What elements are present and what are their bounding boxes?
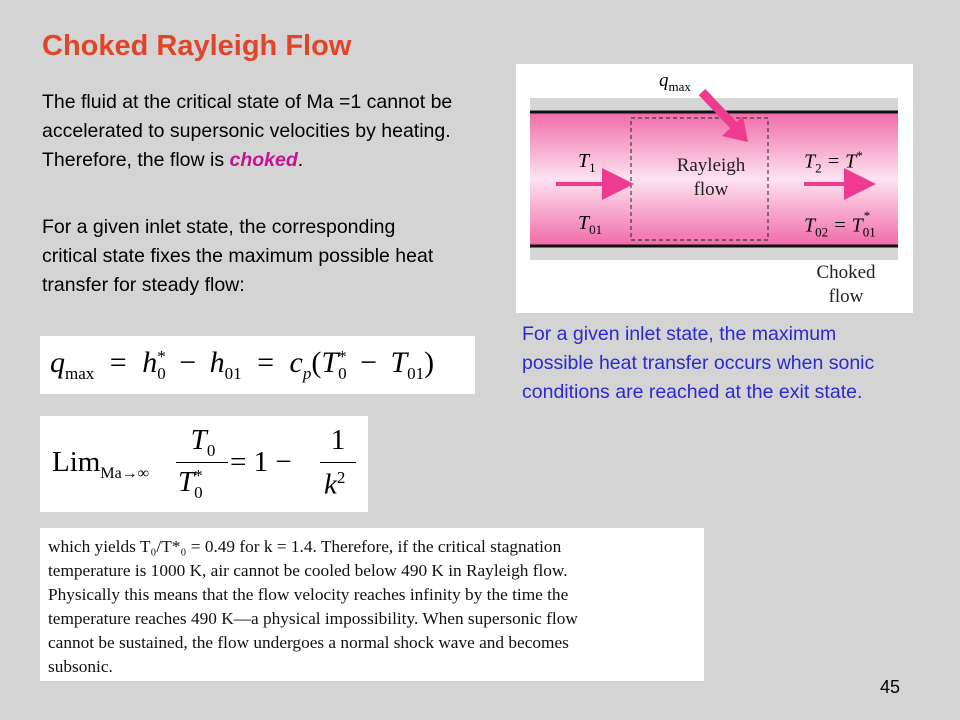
eq2-fraction-bar-2 <box>320 462 356 463</box>
eq-c-sub: p <box>302 364 312 383</box>
excerpt-line: temperature is 1000 K, air cannot be cooled below 490 K in Rayleigh flow. <box>48 561 568 580</box>
rayleigh-flow-figure <box>516 64 913 313</box>
eq2-denominator-2: $k^2$ <box>324 468 346 501</box>
equation-limit <box>40 416 368 512</box>
textbook-excerpt <box>40 528 704 681</box>
eq-c: c <box>289 346 303 379</box>
eq-q-sub: max <box>65 364 95 383</box>
eq-minus-2: − <box>360 346 377 379</box>
eq-rparen: ) <box>424 346 435 379</box>
duct-wall-bottom-shade <box>530 246 898 260</box>
eq2-denominator: T * 0 <box>178 466 203 503</box>
excerpt-line: subsonic. <box>48 657 113 676</box>
T1-label: $T_1$ <box>578 150 596 175</box>
equation-qmax <box>40 336 475 394</box>
eq-T01: T <box>390 346 408 379</box>
paragraph-choked-explanation <box>42 88 462 175</box>
excerpt-line: cannot be sustained, the flow undergoes a normal shock wave and becomes <box>48 633 569 652</box>
rayleigh-flow-label: Rayleigh flow <box>676 155 746 200</box>
eq-h-sub: 0 <box>157 364 166 384</box>
eq2-numerator-2: 1 <box>330 424 346 456</box>
choked-emphasis: choked <box>229 149 298 171</box>
excerpt-line: Physically this means that the flow velocity reaches infinity by the time the <box>48 585 569 604</box>
eq-T-sub: 0 <box>338 364 347 384</box>
eq2-lim: Lim$_{Ma\to\infty}$ <box>52 446 150 482</box>
eq-q: q <box>50 346 65 379</box>
eq-h01-sub: 01 <box>224 364 242 383</box>
excerpt-line: which yields T₀/T*₀ = 0.49 for k = 1.4. Therefore, if the critical stagnation <box>48 537 562 556</box>
eq-h: h <box>142 346 158 379</box>
choked-flow-caption: Choked flow <box>816 262 876 307</box>
eq2-fraction-bar <box>176 462 228 463</box>
eq-T: T <box>321 346 339 379</box>
eq-lparen: ( <box>311 346 322 379</box>
excerpt-line: temperature reaches 490 K—a physical impossibility. When supersonic flow <box>48 609 578 628</box>
T02-label: $T_{02} = T_{01}^*$ <box>804 208 876 240</box>
eq-h-star: * <box>157 347 166 367</box>
T01-label: $T_{01}$ <box>578 212 603 237</box>
eq-equals-2: = <box>257 346 275 379</box>
eq2-middle: = 1 − <box>230 446 292 478</box>
qmax-label: $q_{max}$ <box>659 70 691 94</box>
paragraph-period: . <box>297 149 304 171</box>
eq-T01-sub: 01 <box>407 364 425 383</box>
eq-minus: − <box>179 346 197 379</box>
page-number: 45 <box>880 677 901 697</box>
slide-title: Choked Rayleigh Flow <box>42 30 352 62</box>
sonic-conditions-note: For a given inlet state, the maximum possible heat transfer occurs when sonic conditions are reached at the exit state. <box>522 323 875 403</box>
eq2-numerator: $T_0$ <box>190 424 216 460</box>
eq-T-star: * <box>338 347 347 367</box>
paragraph-text: The fluid at the critical state of Ma =1 cannot be accelerated to supersonic velocities by heating. Therefore, the flow is <box>42 91 453 171</box>
eq2-lim-sub: Ma→∞ <box>100 464 150 482</box>
eq-h01: h <box>209 346 225 379</box>
paragraph-critical-state: For a given inlet state, the corresponding critical state fixes the maximum possible heat transfer for steady flow: <box>42 216 434 296</box>
eq-equals: = <box>109 346 127 379</box>
T2-label: $T_2 = T^*$ <box>804 148 863 176</box>
